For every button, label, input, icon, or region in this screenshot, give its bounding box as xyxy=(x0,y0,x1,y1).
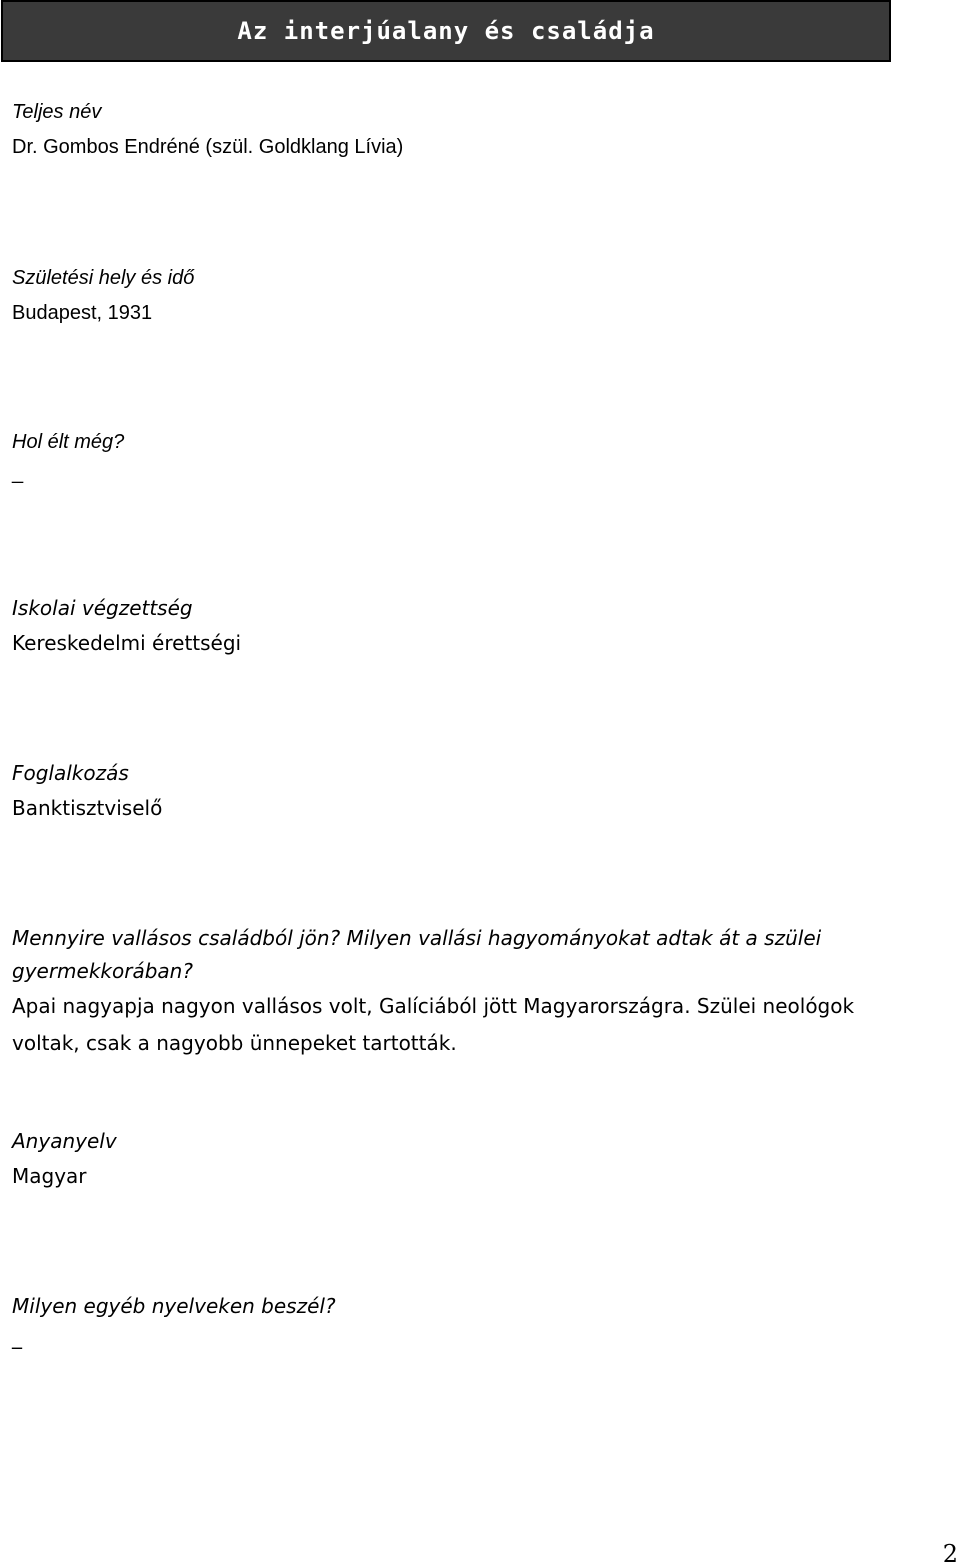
field-label: Teljes név xyxy=(12,101,102,123)
field-value: Apai nagyapja nagyon vallásos volt, Galíciából jött Magyarországra. Szülei neológok voltak, csak a nagyobb ünnepeket tartották. xyxy=(12,994,855,1055)
field-label: Foglalkozás xyxy=(12,761,129,785)
field-label: Születési hely és idő xyxy=(12,267,195,289)
field-mother-tongue xyxy=(12,1125,912,1195)
field-value: Budapest, 1931 xyxy=(12,302,153,324)
field-other-languages xyxy=(12,1290,912,1352)
field-full-name xyxy=(12,96,912,166)
field-education xyxy=(12,592,912,662)
field-other-residences xyxy=(12,426,912,488)
field-religious-background xyxy=(12,922,912,1062)
field-birth-place-date xyxy=(12,262,912,332)
section-header xyxy=(1,0,891,62)
field-value: _ xyxy=(12,462,24,484)
field-label: Anyanyelv xyxy=(12,1129,117,1153)
field-occupation xyxy=(12,757,912,827)
field-value: Kereskedelmi érettségi xyxy=(12,631,242,655)
field-value: _ xyxy=(12,1325,22,1349)
field-label: Iskolai végzettség xyxy=(12,596,193,620)
field-value: Magyar xyxy=(12,1164,87,1188)
field-label: Hol élt még? xyxy=(12,431,125,453)
field-value: Banktisztviselő xyxy=(12,796,163,820)
field-value: Dr. Gombos Endréné (szül. Goldklang Lívia) xyxy=(12,136,404,158)
section-title: Az interjúalany és családja xyxy=(237,17,655,45)
field-label: Mennyire vallásos családból jön? Milyen vallási hagyományokat adtak át a szülei gyermekkorában? xyxy=(12,926,822,983)
page-number: 2 xyxy=(942,1540,958,1568)
field-label: Milyen egyéb nyelveken beszél? xyxy=(12,1294,336,1318)
